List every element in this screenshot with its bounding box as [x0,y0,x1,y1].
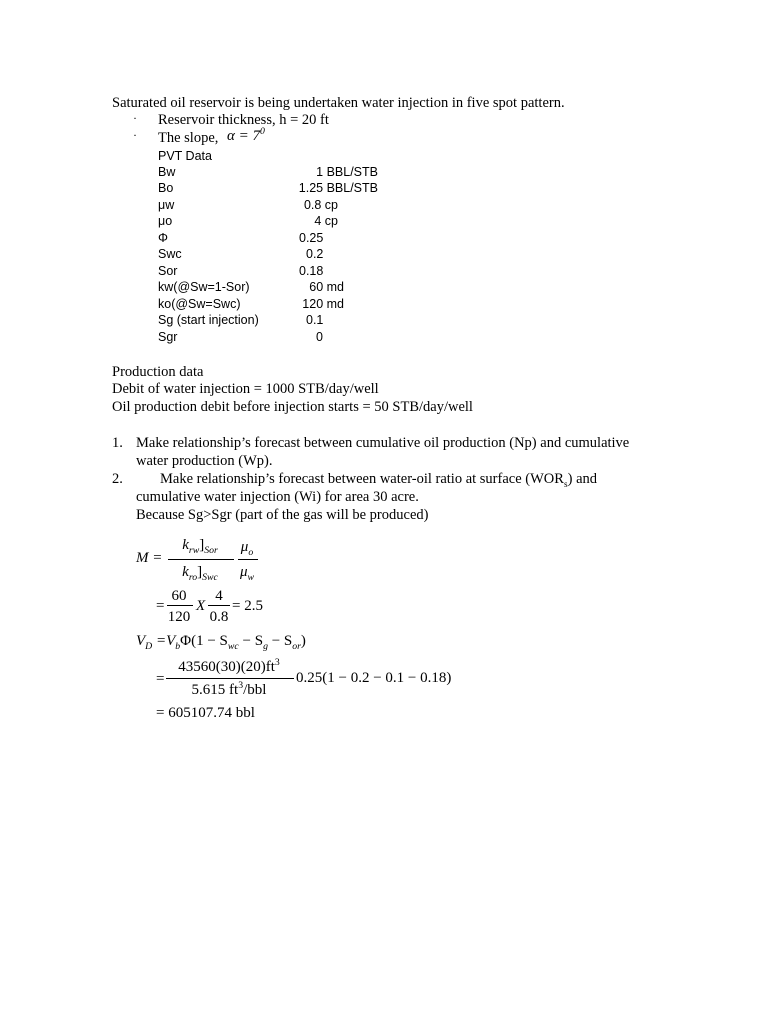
slope-value: $\alpha = 7^0$ [227,126,265,144]
eq-mu-den: $\mu_w$ [239,564,255,583]
task-line: water production (Wp). [136,453,273,469]
pvt-value: 0.25 [299,231,324,245]
eq-mu-num: $\mu_o$ [240,539,254,558]
pvt-value: 1.25 BBL/STB [298,181,378,195]
pvt-name: μw [158,198,175,212]
task-number: 1. [112,435,123,451]
bullet-marker: · [133,128,137,142]
eq2-frac1-den: 120 [167,609,191,625]
eq2-frac2-den: 0.8 [209,609,229,625]
intro-text: Saturated oil reservoir is being undertaken water injection in five spot pattern. [112,95,565,111]
pvt-value: 1 BBL/STB [316,165,378,179]
eq-mu-bar [238,559,258,560]
eq2-result: = 2.5 [232,598,263,614]
displaceable-volume-equation: $V_D =V_b\Phi(1 - S_{wc} - S_g - S_{or})$ [136,633,306,652]
pvt-value: 60 md [309,280,344,294]
bullet-marker: · [133,111,137,125]
pvt-name: Sgr [158,330,178,344]
pvt-name: Sg (start injection) [158,313,259,327]
eq4-equals: = [156,671,165,687]
eq2-equals: = [156,598,165,614]
pvt-name: ko(@Sw=Swc) [158,297,241,311]
production-line: Oil production debit before injection starts = 50 STB/day/well [112,399,473,415]
pvt-value: 0.18 [299,264,324,278]
eq2-times: X [196,598,206,614]
production-heading: Production data [112,364,204,380]
eq4-den: 5.615 $ft^3$/bbl [191,680,267,698]
eq-m-den: $k_{ro}]_{Swc}$ [182,564,218,583]
pvt-value: 0.1 [306,313,324,327]
eq2-frac2-bar [208,605,230,606]
task-line: Make relationship’s forecast between water-oil ratio at surface $(WOR_s)$ and [160,471,597,490]
bullet-slope: The slope, [158,130,219,146]
pvt-value: 120 md [302,297,344,311]
task-line: cumulative water injection (Wi) for area 30 acre. [136,489,419,505]
pvt-name: Swc [158,247,182,261]
pvt-heading: PVT Data [158,149,212,163]
production-line: Debit of water injection = 1000 STB/day/well [112,381,379,397]
pvt-name: μo [158,214,173,228]
eq-m-bar [168,559,234,560]
volume-result: = 605107.74 bbl [156,705,255,721]
eq4-bar [166,678,294,679]
eq4-tail: 0.25(1 − 0.2 − 0.1 − 0.18) [296,670,452,686]
eq4-num: $43560(30)(20)ft^3$ [178,657,280,675]
pvt-name: Bw [158,165,176,179]
pvt-value: 4 cp [314,214,338,228]
pvt-value: 0.8 cp [303,198,338,212]
task-number: 2. [112,471,123,487]
eq2-frac2-num: 4 [215,588,223,604]
eq-m-num: $k_{rw}]_{Sor}$ [182,537,218,556]
because-note: Because Sg>Sgr (part of the gas will be produced) [136,507,429,523]
bullet-thickness: Reservoir thickness, h = 20 ft [158,112,329,128]
eq2-frac1-bar [167,605,193,606]
pvt-value: 0 [316,330,323,344]
eq2-frac1-num: 60 [171,588,187,604]
pvt-name: kw(@Sw=1-Sor) [158,280,250,294]
task-line: Make relationship’s forecast between cumulative oil production (Np) and cumulative [136,435,630,451]
pvt-value: 0.2 [306,247,324,261]
pvt-name: Φ [158,231,168,245]
eq-m-lhs: M = [136,550,163,566]
pvt-name: Bo [158,181,174,195]
pvt-name: Sor [158,264,178,278]
